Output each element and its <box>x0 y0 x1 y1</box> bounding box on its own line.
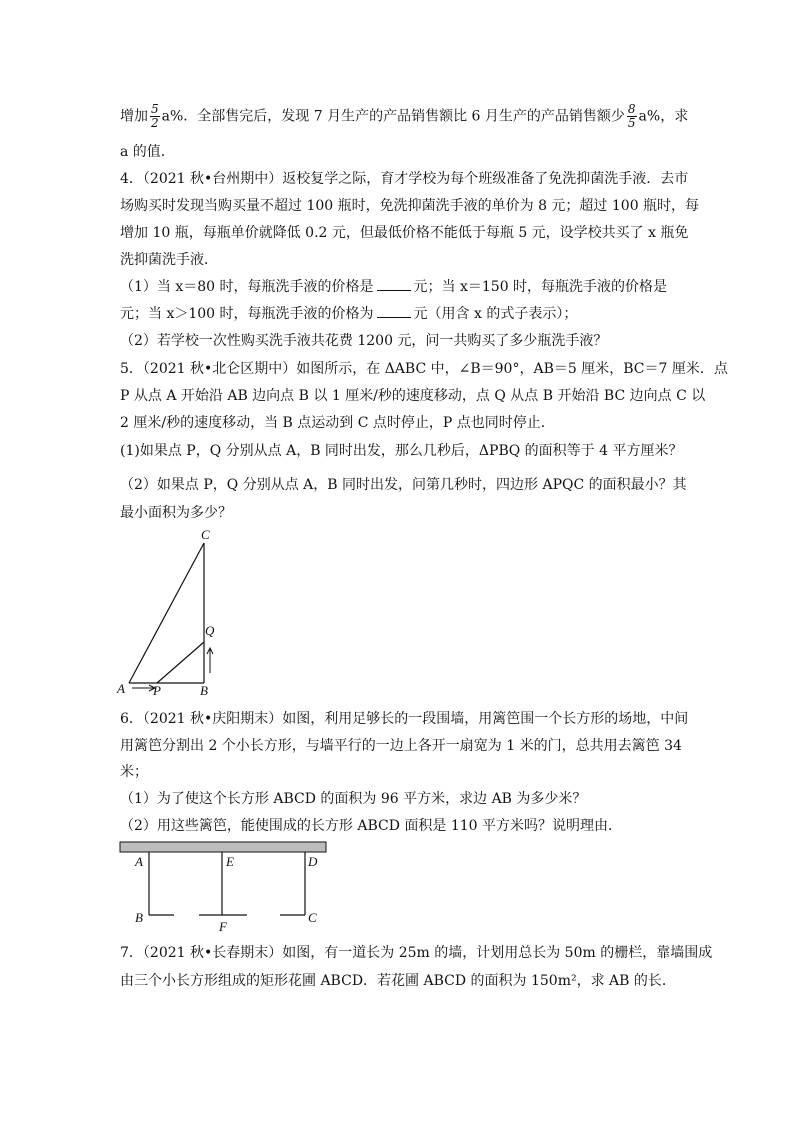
fence-rectangle-figure <box>118 840 330 932</box>
q4-s1-part-b: 元；当 x＝150 时，每瓶洗手液的价格是 <box>413 279 668 295</box>
label-D: D <box>308 854 318 869</box>
p3-ending: a 的值． <box>120 144 175 160</box>
triangle-abc-figure <box>112 525 232 700</box>
problem-3-continuation <box>120 103 688 130</box>
label-A: A <box>117 681 125 696</box>
q7-line-2: 由三个小长方形组成的矩形花圃 ABCD．若花圃 ABCD 的面积为 150m²，求 AB 的长． <box>120 973 676 989</box>
answer-blank <box>377 278 411 291</box>
q5-subquestion-2: （2）如果点 P，Q 分别从点 A，B 同时出发，问第几秒时，四边形 APQC 的面积最小？其 <box>120 477 687 493</box>
q7-line-1: 7．（2021 秋•长春期末）如图，有一道长为 25m 的墙，计划用总长为 50m 的栅栏，靠墙围成 <box>120 945 713 961</box>
label-C: C <box>201 527 210 542</box>
q4-s1-part-c: 元；当 x＞100 时，每瓶洗手液的价格为 <box>120 306 374 322</box>
q6-subquestion-2: （2）用这些篱笆，能使围成的长方形 ABCD 面积是 110 平方米吗？说明理由． <box>120 818 623 834</box>
q5-line-3: 2 厘米/秒的速度移动，当 B 点运动到 C 点时停止，P 点也同时停止． <box>120 415 555 431</box>
fraction-8-5: $\frac{8}{5}$ <box>627 102 636 130</box>
q4-line-4: 洗抑菌洗手液． <box>120 252 218 268</box>
label-Q: Q <box>205 623 215 638</box>
q4-s1-part-a: （1）当 x＝80 时，每瓶洗手液的价格是 <box>120 279 374 295</box>
q5-line-1: 5．（2021 秋•北仑区期中）如图所示，在 ΔABC 中，∠B＝90°，AB＝5 厘米，BC＝7 厘米．点 <box>120 361 728 377</box>
q5-subquestion-2-cont: 最小面积为多少？ <box>120 505 232 521</box>
q6-line-3: 米； <box>120 764 148 780</box>
label-B: B <box>200 683 208 698</box>
p3-text-b: a%．全部售完后，发现 7 月生产的产品销售额比 6 月生产的产品销售额少 <box>161 108 625 125</box>
q6-line-1: 6．（2021 秋•庆阳期末）如图，利用足够长的一段围墙，用篱笆围一个长方形的场地，中间 <box>120 711 689 727</box>
fraction-5-2: $\frac{5}{2}$ <box>151 102 159 130</box>
label-A: A <box>135 854 143 869</box>
label-P: P <box>153 683 161 698</box>
p3-text-a: 增加 <box>120 108 148 125</box>
q5-line-2: P 从点 A 开始沿 AB 边向点 B 以 1 厘米/秒的速度移动，点 Q 从点 B 开始沿 BC 边向点 C 以 <box>120 388 706 404</box>
label-E: E <box>226 854 234 869</box>
label-B: B <box>135 910 143 925</box>
q4-line-1: 4．（2021 秋•台州期中）返校复学之际，育才学校为每个班级准备了免洗抑菌洗手液．去市 <box>120 171 689 187</box>
q4-subquestion-2: （2）若学校一次性购买洗手液共花费 1200 元，问一共购买了多少瓶洗手液？ <box>120 333 608 349</box>
q4-line-2: 场购买时发现当购买量不超过 100 瓶时，免洗抑菌洗手液的单价为 8 元；超过 100 瓶时，每 <box>120 198 700 214</box>
label-F: F <box>219 919 227 932</box>
p3-text-c: a%，求 <box>638 108 689 125</box>
q4-subquestion-1 <box>120 277 667 297</box>
answer-blank <box>377 305 411 318</box>
q6-subquestion-1: （1）为了使这个长方形 ABCD 的面积为 96 平方米，求边 AB 为多少米？ <box>120 791 587 807</box>
q4-line-3: 增加 10 瓶，每瓶单价就降低 0.2 元，但最低价格不能低于每瓶 5 元，设学校共买了 x 瓶免 <box>120 225 689 241</box>
q5-subquestion-1: (1)如果点 P，Q 分别从点 A，B 同时出发，那么几秒后，ΔPBQ 的面积等于 4 平方厘米？ <box>120 443 683 459</box>
q6-line-2: 用篱笆分割出 2 个小长方形，与墙平行的一边上各开一扇宽为 1 米的门，总共用去篱笆 34 <box>120 738 682 754</box>
q4-subquestion-1-cont <box>120 304 577 324</box>
label-C: C <box>308 910 317 925</box>
q4-s1-part-d: 元（用含 x 的式子表示）； <box>413 306 578 322</box>
